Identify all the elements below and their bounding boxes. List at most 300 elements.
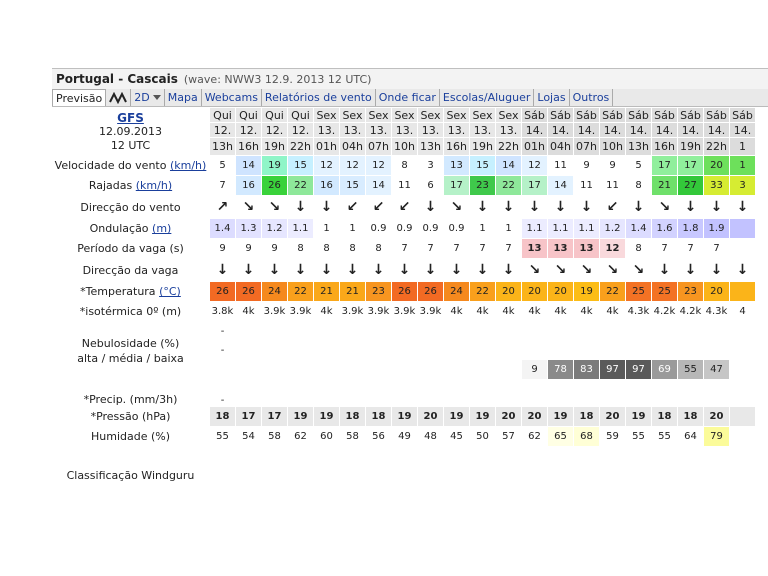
- column-date: 12.: [288, 123, 313, 137]
- value-cell: 5: [210, 156, 235, 175]
- value-cell: 4k: [320, 306, 333, 317]
- cloud-high-value: [418, 322, 443, 340]
- direction-cell: [574, 259, 599, 281]
- value-cell: 7: [704, 239, 729, 258]
- wind-direction-arrow-icon: ↓: [632, 199, 645, 215]
- column-day: Sex: [418, 108, 443, 122]
- tab-outros[interactable]: Outros: [570, 89, 614, 106]
- cloud-low-value: [470, 360, 495, 379]
- cloud-mid-value: [678, 341, 703, 359]
- tab-relat-rios-de-vento[interactable]: Relatórios de vento: [262, 89, 376, 106]
- value-cell: 1.9: [704, 219, 729, 238]
- column-hour: 19h: [678, 138, 703, 155]
- value-cell: 3.8k: [211, 306, 234, 317]
- value-cell: 21: [652, 176, 677, 195]
- value-cell: 12: [366, 156, 391, 175]
- row-period: [52, 239, 755, 258]
- direction-cell: [548, 259, 573, 281]
- value-cell: 19: [626, 407, 651, 426]
- cloud-high-value: [470, 322, 495, 340]
- value-cell: 19: [314, 407, 339, 426]
- cloud-mid-value: [574, 341, 599, 359]
- column-hour: 16h: [444, 138, 469, 155]
- row-label-text: Período da vaga (s): [77, 242, 184, 255]
- value-cell: 22: [288, 176, 313, 195]
- row-wind: [52, 156, 755, 175]
- value-cell: 20: [522, 282, 547, 301]
- value-cell: 3.9k: [367, 306, 390, 317]
- wave-direction-arrow-icon: ↓: [346, 262, 359, 278]
- direction-cell: [704, 196, 729, 218]
- column-date: 14.: [678, 123, 703, 137]
- cloud-mid-value: [314, 341, 339, 359]
- value-cell: 3.9k: [341, 306, 364, 317]
- tab-previs-o[interactable]: Previsão: [52, 89, 106, 106]
- value-cell: [652, 380, 677, 406]
- direction-cell: [340, 259, 365, 281]
- value-cell: [522, 380, 547, 406]
- cloud-label: [52, 322, 209, 379]
- direction-cell: [678, 196, 703, 218]
- value-cell: 3.9k: [419, 306, 442, 317]
- wind-direction-arrow-icon: ↗: [216, 199, 229, 215]
- column-hour: 19h: [470, 138, 495, 155]
- wave-direction-arrow-icon: ↓: [736, 262, 749, 278]
- value-cell: 26: [418, 282, 443, 301]
- value-cell: 4k: [580, 306, 593, 317]
- direction-cell: [210, 196, 235, 218]
- cloud-low-value: [418, 360, 443, 379]
- value-cell: 3.9k: [393, 306, 416, 317]
- direction-cell: [444, 259, 469, 281]
- column-hour: 01h: [314, 138, 339, 155]
- value-cell: 1: [496, 219, 521, 238]
- wave-direction-arrow-icon: ↓: [268, 262, 281, 278]
- chevron-down-icon: [153, 95, 161, 100]
- column-hour: 10h: [392, 138, 417, 155]
- column-day: Sáb: [574, 108, 599, 122]
- cloud-high-value: [340, 322, 365, 340]
- row-label-precip: [52, 380, 209, 406]
- cloud-mid-value: [600, 341, 625, 359]
- value-cell: [704, 380, 729, 406]
- value-cell: 4k: [242, 306, 255, 317]
- direction-cell: [626, 259, 651, 281]
- wind-direction-arrow-icon: ↓: [736, 199, 749, 215]
- direction-cell: [418, 259, 443, 281]
- value-cell: 7: [470, 239, 495, 258]
- column-date: 14.: [652, 123, 677, 137]
- value-cell: 19: [548, 407, 573, 426]
- row-pressure: [52, 407, 755, 426]
- row-humidity: [52, 427, 755, 446]
- value-cell: 4k: [450, 306, 463, 317]
- value-cell: 14: [366, 176, 391, 195]
- wave-direction-arrow-icon: ↓: [710, 262, 723, 278]
- column-hour: 13h: [210, 138, 235, 155]
- tab-bar: [52, 89, 768, 107]
- location-title: Portugal - Cascais: [56, 72, 178, 86]
- wave-direction-arrow-icon: ↘: [580, 262, 593, 278]
- column-date: 13.: [366, 123, 391, 137]
- value-cell: 4.3k: [705, 306, 728, 317]
- cloud-high-value: [600, 322, 625, 340]
- wind-direction-arrow-icon: ↓: [580, 199, 593, 215]
- value-cell: 17: [236, 407, 261, 426]
- direction-cell: [652, 259, 677, 281]
- value-cell: 19: [574, 282, 599, 301]
- cloud-low-value: [730, 360, 755, 379]
- value-cell: [340, 380, 365, 406]
- wind-direction-arrow-icon: ↓: [554, 199, 567, 215]
- forecast-title-bar: [52, 68, 768, 89]
- value-cell: 13: [522, 239, 547, 258]
- row-label-pressure: [52, 407, 209, 426]
- value-cell: [314, 380, 339, 406]
- cloud-mid-value: [340, 341, 365, 359]
- value-cell: 1: [314, 219, 339, 238]
- direction-cell: [678, 259, 703, 281]
- cloud-label-levels: alta / média / baixa: [77, 351, 184, 365]
- value-cell: 7: [392, 239, 417, 258]
- column-date: 14.: [548, 123, 573, 137]
- cloud-mid-value: [262, 341, 287, 359]
- column-day: Qui: [262, 108, 287, 122]
- wind-direction-arrow-icon: ↓: [710, 199, 723, 215]
- row-label-text: *Pressão (hPa): [90, 410, 171, 423]
- direction-cell: [444, 196, 469, 218]
- value-cell: 20: [522, 407, 547, 426]
- wave-direction-arrow-icon: ↓: [216, 262, 229, 278]
- cloud-low-value: 69: [652, 360, 677, 379]
- wind-direction-arrow-icon: ↓: [424, 199, 437, 215]
- value-cell: 17: [444, 176, 469, 195]
- model-run: 12 UTC: [110, 138, 151, 152]
- direction-cell: [262, 196, 287, 218]
- wave-direction-arrow-icon: ↓: [294, 262, 307, 278]
- row-label-text: Humidade (%): [90, 430, 171, 443]
- wave-direction-arrow-icon: ↓: [320, 262, 333, 278]
- column-date: 13.: [470, 123, 495, 137]
- value-cell: 19: [470, 407, 495, 426]
- value-cell: 7: [652, 239, 677, 258]
- value-cell: 20: [418, 407, 443, 426]
- column-hour: 13h: [626, 138, 651, 155]
- cloud-high-value: [522, 322, 547, 340]
- direction-cell: [704, 259, 729, 281]
- value-cell: 24: [262, 282, 287, 301]
- wind-direction-arrow-icon: ↘: [268, 199, 281, 215]
- column-day: Sáb: [600, 108, 625, 122]
- value-cell: 1.1: [548, 219, 573, 238]
- row-label-iso: [52, 302, 209, 321]
- cloud-mid-value: [288, 341, 313, 359]
- value-cell: 15: [340, 176, 365, 195]
- column-hour: 07h: [574, 138, 599, 155]
- cloud-mid-value: [730, 341, 755, 359]
- tab-escolas-aluguer[interactable]: Escolas/Aluguer: [440, 89, 535, 106]
- cloud-mid-value: [418, 341, 443, 359]
- tab-lojas[interactable]: Lojas: [534, 89, 569, 106]
- row-label-text: Direcção do vento: [80, 200, 181, 214]
- value-cell: [418, 380, 443, 406]
- row-label-rating: [52, 448, 209, 482]
- value-cell: 4k: [476, 306, 489, 317]
- wave-direction-arrow-icon: ↘: [606, 262, 619, 278]
- cloud-low-value: [314, 360, 339, 379]
- value-cell: 12: [340, 156, 365, 175]
- wave-direction-arrow-icon: ↓: [658, 262, 671, 278]
- cloud-mid-value: [496, 341, 521, 359]
- wind-direction-arrow-icon: ↙: [398, 199, 411, 215]
- value-cell: [730, 282, 755, 301]
- column-date: 13.: [340, 123, 365, 137]
- value-cell: 68: [574, 427, 599, 446]
- value-cell: 20: [704, 156, 729, 175]
- column-hour: 13h: [418, 138, 443, 155]
- value-cell: 26: [236, 282, 261, 301]
- value-cell: 17: [678, 156, 703, 175]
- forecast-table: [52, 107, 756, 483]
- value-cell: [730, 239, 755, 258]
- value-cell: 5: [626, 156, 651, 175]
- direction-cell: [574, 196, 599, 218]
- value-cell: 17: [262, 407, 287, 426]
- value-cell: 13: [574, 239, 599, 258]
- direction-cell: [522, 259, 547, 281]
- direction-cell: [236, 259, 261, 281]
- wind-direction-arrow-icon: ↓: [684, 199, 697, 215]
- cloud-low-value: [340, 360, 365, 379]
- header-row-days: [52, 108, 755, 122]
- tab-mapa[interactable]: Mapa: [165, 89, 202, 106]
- value-cell: 20: [496, 282, 521, 301]
- direction-cell: [314, 196, 339, 218]
- column-date: 12.: [210, 123, 235, 137]
- cloud-low-value: [392, 360, 417, 379]
- value-cell: 18: [652, 407, 677, 426]
- unit-link[interactable]: (km/h): [169, 159, 207, 172]
- value-cell: 58: [262, 427, 287, 446]
- column-date: 14.: [522, 123, 547, 137]
- value-cell: 20: [704, 407, 729, 426]
- direction-cell: [626, 196, 651, 218]
- row-temp: [52, 282, 755, 301]
- direction-cell: [236, 196, 261, 218]
- value-cell: 3: [730, 176, 755, 195]
- cloud-low-value: [444, 360, 469, 379]
- value-cell: 19: [262, 156, 287, 175]
- direction-cell: [652, 196, 677, 218]
- row-label-text: Ondulação: [89, 222, 149, 235]
- column-date: 14.: [574, 123, 599, 137]
- cloud-low-value: [288, 360, 313, 379]
- value-cell: 55: [626, 427, 651, 446]
- tab-webcams[interactable]: Webcams: [202, 89, 262, 106]
- column-day: Sex: [470, 108, 495, 122]
- value-cell: 8: [366, 239, 391, 258]
- column-date: 14.: [704, 123, 729, 137]
- direction-cell: [392, 259, 417, 281]
- value-cell: 20: [704, 282, 729, 301]
- wave-direction-arrow-icon: ↓: [372, 262, 385, 278]
- wind-direction-arrow-icon: ↓: [502, 199, 515, 215]
- value-cell: 16: [236, 176, 261, 195]
- direction-cell: [496, 196, 521, 218]
- value-cell: 22: [600, 282, 625, 301]
- value-cell: 8: [340, 239, 365, 258]
- value-cell: 1.1: [522, 219, 547, 238]
- model-link[interactable]: GFS: [117, 110, 144, 125]
- value-cell: 13: [548, 239, 573, 258]
- value-cell: [600, 380, 625, 406]
- wind-direction-arrow-icon: ↘: [242, 199, 255, 215]
- value-cell: [262, 380, 287, 406]
- direction-cell: [210, 259, 235, 281]
- value-cell: 9: [236, 239, 261, 258]
- tab-2d-dropdown[interactable]: [131, 89, 164, 106]
- cloud-high-value: [288, 322, 313, 340]
- unit-link[interactable]: (km/h): [135, 179, 173, 192]
- direction-cell: [548, 196, 573, 218]
- value-cell: 3.9k: [289, 306, 312, 317]
- value-cell: 8: [626, 239, 651, 258]
- row-label-gusts: [52, 176, 209, 195]
- value-cell: 1.6: [652, 219, 677, 238]
- row-label-wind: [52, 156, 209, 175]
- wave-direction-arrow-icon: ↓: [398, 262, 411, 278]
- value-cell: 19: [288, 407, 313, 426]
- value-cell: 50: [470, 427, 495, 446]
- value-cell: 22: [288, 282, 313, 301]
- row-label-humidity: [52, 427, 209, 446]
- direction-cell: [262, 259, 287, 281]
- cloud-high-value: [704, 322, 729, 340]
- value-cell: 11: [548, 156, 573, 175]
- value-cell: 4.2k: [679, 306, 702, 317]
- value-cell: [288, 380, 313, 406]
- value-cell: 6: [418, 176, 443, 195]
- unit-link[interactable]: (m): [152, 222, 172, 235]
- wind-direction-arrow-icon: ↓: [528, 199, 541, 215]
- value-cell: 4k: [528, 306, 541, 317]
- value-cell: 7: [418, 239, 443, 258]
- column-hour: 16h: [652, 138, 677, 155]
- wind-direction-arrow-icon: ↙: [346, 199, 359, 215]
- value-cell: 4k: [502, 306, 515, 317]
- wind-direction-arrow-icon: ↓: [320, 199, 333, 215]
- row-swell: [52, 219, 755, 238]
- unit-link[interactable]: (°C): [159, 285, 181, 298]
- cloud-high-value: [392, 322, 417, 340]
- value-cell: 1.2: [262, 219, 287, 238]
- tab-onde-ficar[interactable]: Onde ficar: [376, 89, 440, 106]
- value-cell: 4.3k: [627, 306, 650, 317]
- cloud-mid-value: [470, 341, 495, 359]
- value-cell: [730, 380, 755, 406]
- column-date: 12.: [236, 123, 261, 137]
- wind-direction-arrow-icon: ↘: [658, 199, 671, 215]
- column-day: Sáb: [678, 108, 703, 122]
- value-cell: 8: [626, 176, 651, 195]
- cloud-low-value: [496, 360, 521, 379]
- wind-direction-arrow-icon: ↙: [606, 199, 619, 215]
- value-cell: 7: [444, 239, 469, 258]
- value-cell: 1.8: [678, 219, 703, 238]
- column-date: 13.: [418, 123, 443, 137]
- value-cell: 1: [730, 156, 755, 175]
- column-hour: 10h: [600, 138, 625, 155]
- value-cell: 59: [600, 427, 625, 446]
- column-date: 14.: [600, 123, 625, 137]
- value-cell: 25: [626, 282, 651, 301]
- cloud-low-value: [210, 360, 235, 379]
- direction-cell: [314, 259, 339, 281]
- value-cell: 1.2: [600, 219, 625, 238]
- direction-cell: [522, 196, 547, 218]
- wave-direction-arrow-icon: ↘: [632, 262, 645, 278]
- value-cell: 8: [392, 156, 417, 175]
- wave-direction-arrow-icon: ↓: [684, 262, 697, 278]
- value-cell: 1.4: [210, 219, 235, 238]
- direction-cell: [496, 259, 521, 281]
- column-day: Sex: [340, 108, 365, 122]
- value-cell: 18: [366, 407, 391, 426]
- value-cell: 12: [522, 156, 547, 175]
- column-hour: 22h: [704, 138, 729, 155]
- value-cell: 0.9: [366, 219, 391, 238]
- value-cell: [470, 380, 495, 406]
- value-cell: 11: [600, 176, 625, 195]
- row-wave_dir: [52, 259, 755, 281]
- value-cell: 79: [704, 427, 729, 446]
- cloud-high-value: [626, 322, 651, 340]
- column-day: Sáb: [522, 108, 547, 122]
- row-label-wave_dir: [52, 259, 209, 281]
- value-cell: 12: [600, 239, 625, 258]
- value-cell: 64: [678, 427, 703, 446]
- value-cell: 3: [418, 156, 443, 175]
- value-cell: 23: [470, 176, 495, 195]
- value-cell: 57: [496, 427, 521, 446]
- direction-cell: [366, 259, 391, 281]
- value-cell: 20: [600, 407, 625, 426]
- value-cell: 56: [366, 427, 391, 446]
- value-cell: 17: [522, 176, 547, 195]
- column-date: 13.: [314, 123, 339, 137]
- value-cell: 20: [548, 282, 573, 301]
- cloud-low-value: 47: [704, 360, 729, 379]
- column-day: Sex: [314, 108, 339, 122]
- cloud-label-title: Nebulosidade (%): [81, 336, 180, 350]
- tab-graph[interactable]: [106, 89, 131, 106]
- value-cell: 4k: [606, 306, 619, 317]
- value-cell: 7: [678, 239, 703, 258]
- row-label-text: *isotérmica 0º (m): [79, 305, 182, 318]
- column-hour: 19h: [262, 138, 287, 155]
- value-cell: 0.9: [392, 219, 417, 238]
- value-cell: 8: [314, 239, 339, 258]
- value-cell: 15: [470, 156, 495, 175]
- value-cell: 48: [418, 427, 443, 446]
- row-label-text: *Temperatura: [80, 285, 156, 298]
- cloud-low-value: 9: [522, 360, 547, 379]
- cloud-high-value: [444, 322, 469, 340]
- wave-model-info: (wave: NWW3 12.9. 2013 12 UTC): [183, 72, 372, 86]
- value-cell: 1: [340, 219, 365, 238]
- column-day: Sáb: [626, 108, 651, 122]
- value-cell: 49: [392, 427, 417, 446]
